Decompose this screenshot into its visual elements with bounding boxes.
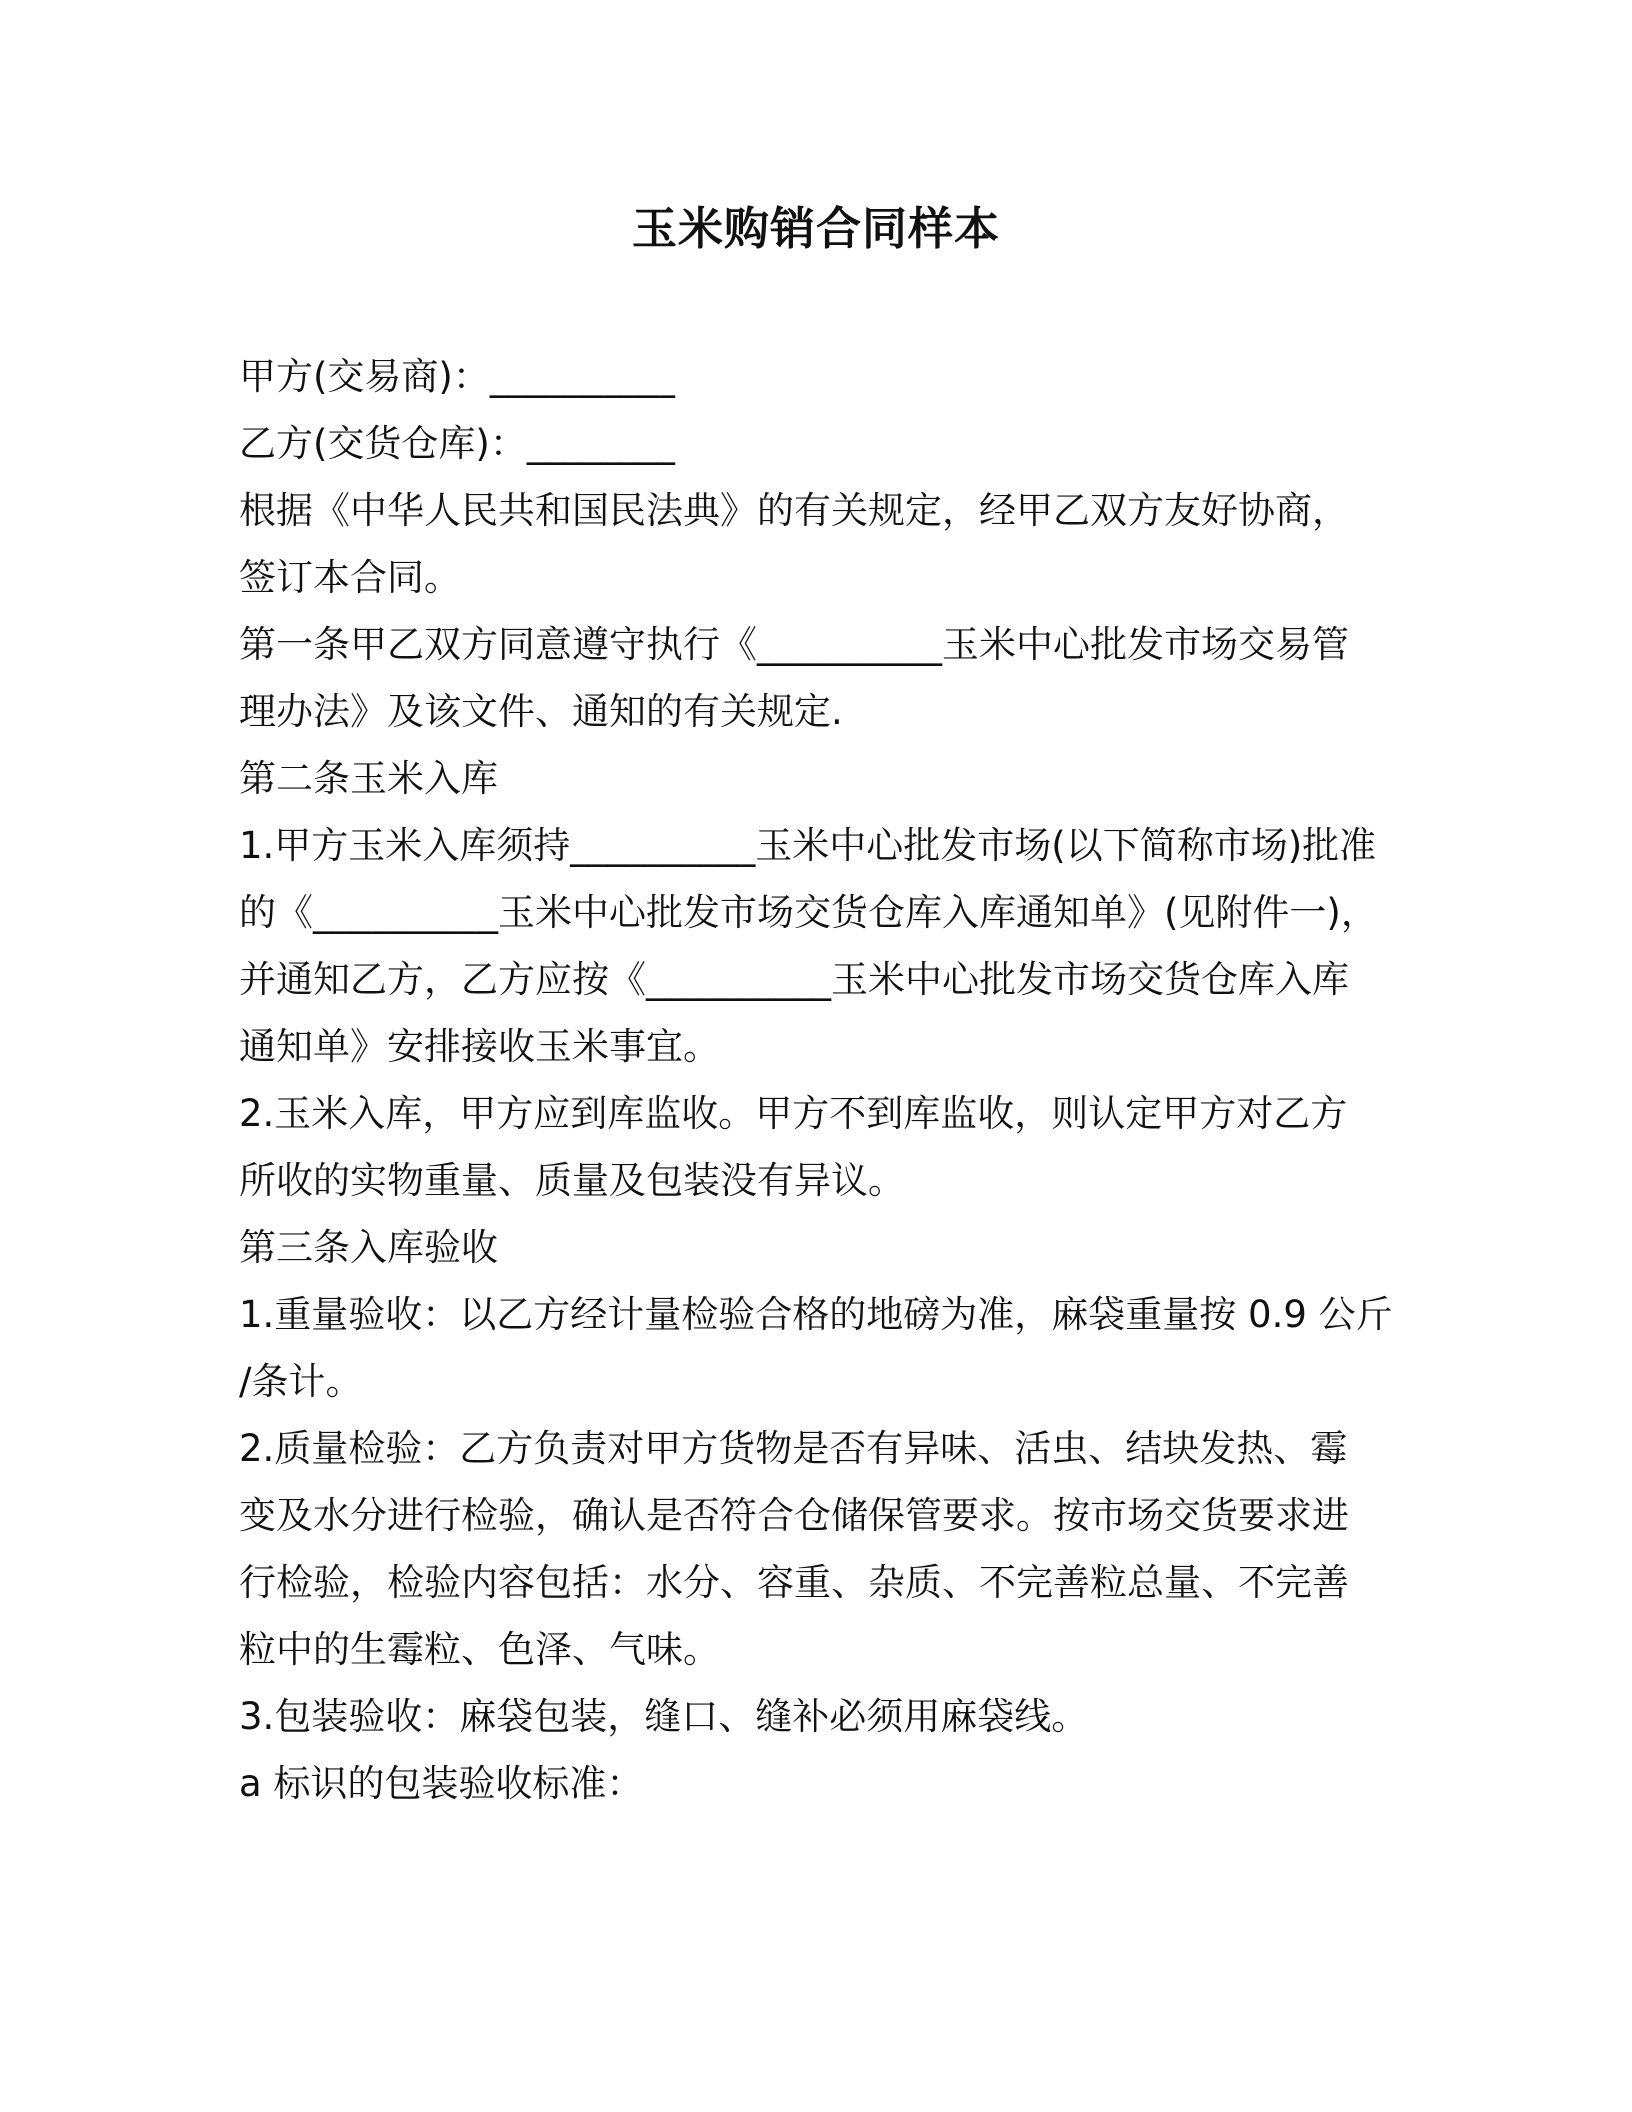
- article-2-clause-line: 所收的实物重量、质量及包装没有异议。: [239, 1159, 905, 1202]
- party-a-line: 甲方(交易商)：__________: [239, 355, 675, 398]
- article-3-clause-line: a 标识的包装验收标准：: [239, 1762, 644, 1805]
- article-2-heading: 第二条玉米入库: [239, 757, 498, 800]
- article-3-clause-line: 变及水分进行检验，确认是否符合仓储保管要求。按市场交货要求进: [239, 1494, 1349, 1537]
- article-3-clause-line: 1.重量验收：以乙方经计量检验合格的地磅为准，麻袋重量按 0.9 公斤: [239, 1293, 1393, 1336]
- article-3-clause-line: 行检验，检验内容包括：水分、容重、杂质、不完善粒总量、不完善: [239, 1561, 1349, 1604]
- article-2-clause-line: 2.玉米入库，甲方应到库监收。甲方不到库监收，则认定甲方对乙方: [239, 1092, 1348, 1135]
- article-3-clause-line: 粒中的生霉粒、色泽、气味。: [239, 1628, 720, 1671]
- article-3-heading: 第三条入库验收: [239, 1226, 498, 1269]
- article-3-clause-line: 2.质量检验：乙方负责对甲方货物是否有异味、活虫、结块发热、霉: [239, 1427, 1348, 1470]
- article-1-line: 理办法》及该文件、通知的有关规定.: [239, 690, 843, 733]
- article-2-clause-line: 通知单》安排接收玉米事宜。: [239, 1025, 720, 1068]
- article-2-clause-line: 的《__________玉米中心批发市场交货仓库入库通知单》(见附件一)，: [239, 891, 1378, 934]
- party-b-line: 乙方(交货仓库)：________: [239, 422, 675, 465]
- document-body: [239, 343, 1399, 1817]
- article-2-clause-line: 1.甲方玉米入库须持__________玉米中心批发市场(以下简称市场)批准: [239, 824, 1377, 867]
- article-1-line: 第一条甲乙双方同意遵守执行《__________玉米中心批发市场交易管: [239, 623, 1349, 666]
- article-3-clause-line: /条计。: [239, 1360, 363, 1403]
- preamble-line: 根据《中华人民共和国民法典》的有关规定，经甲乙双方友好协商，: [239, 489, 1349, 532]
- article-2-clause-line: 并通知乙方，乙方应按《__________玉米中心批发市场交货仓库入库: [239, 958, 1349, 1001]
- preamble-line: 签订本合同。: [239, 556, 461, 599]
- article-3-clause-line: 3.包装验收：麻袋包装，缝口、缝补必须用麻袋线。: [239, 1695, 1089, 1738]
- document-title: 玉米购销合同样本: [631, 202, 1000, 255]
